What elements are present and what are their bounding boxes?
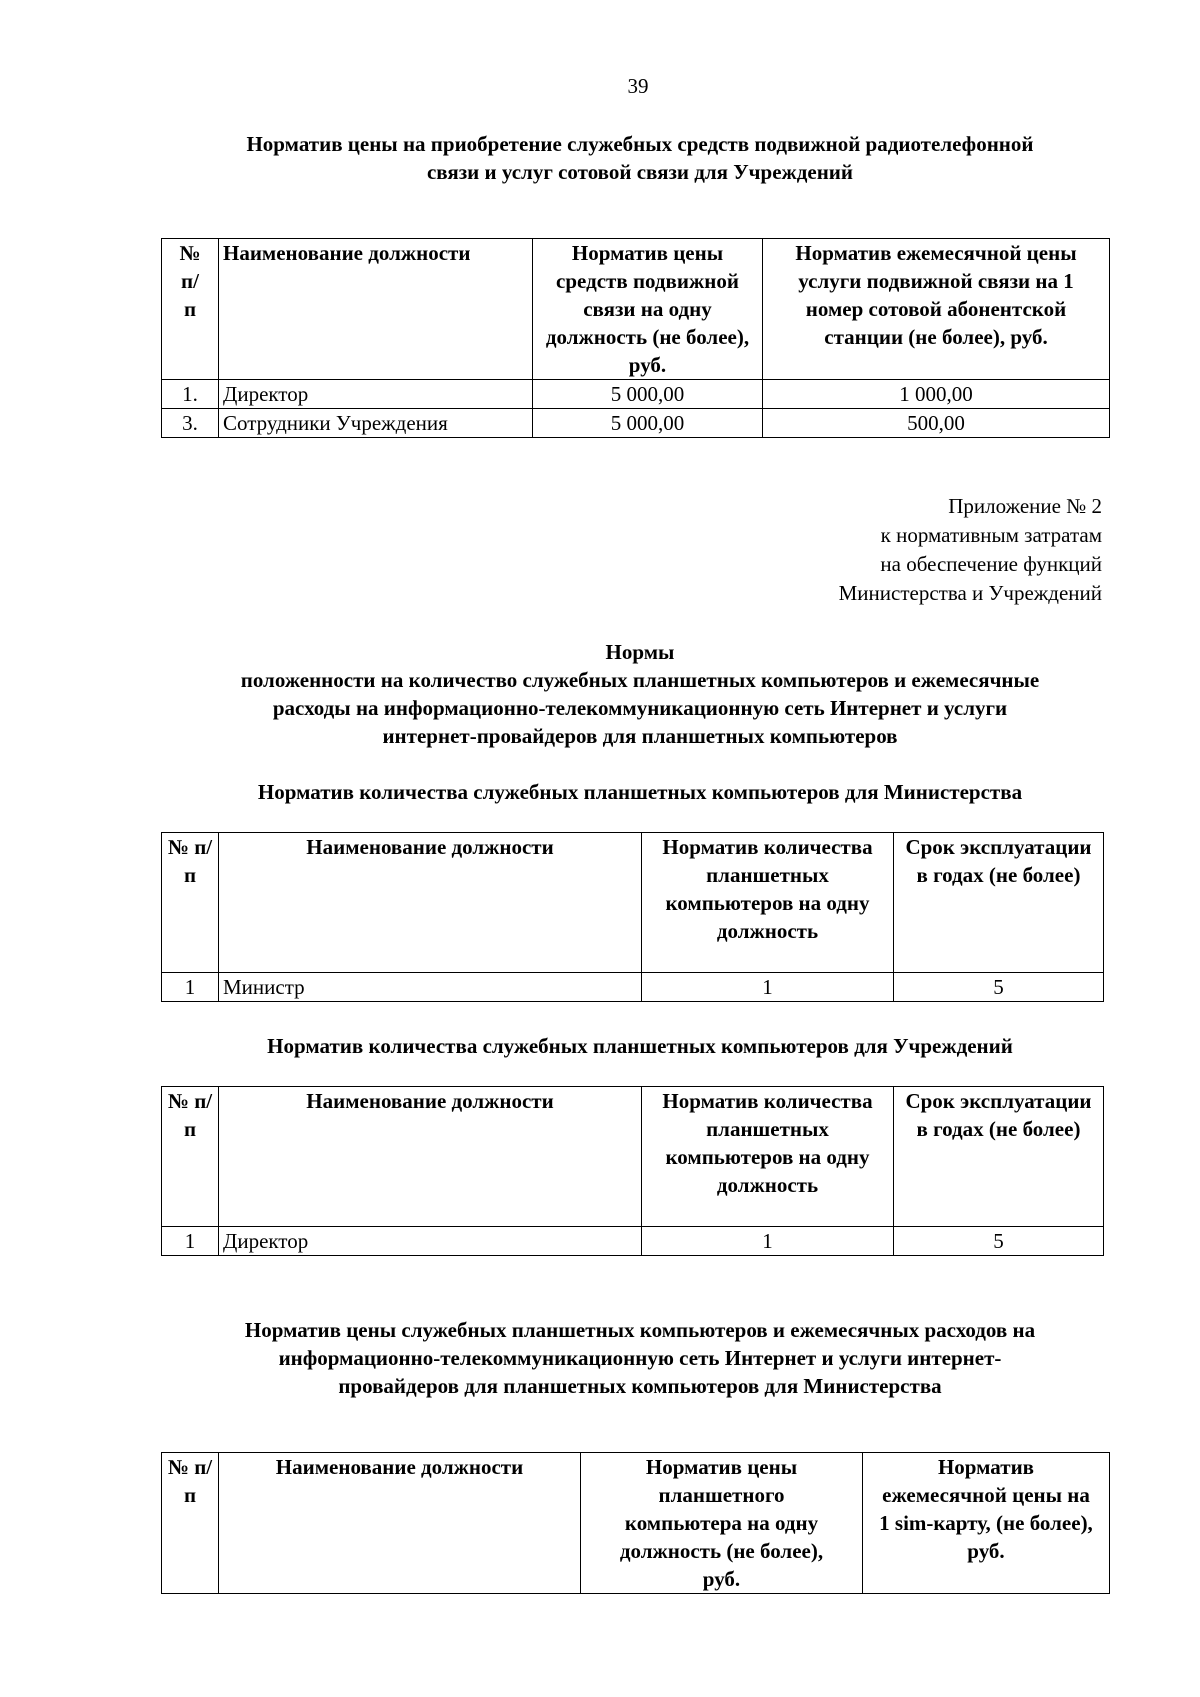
table-header-row [162,833,1104,973]
header-number: № п/п [162,1453,219,1594]
cell-quantity: 1 [642,973,894,1002]
cell-position: Директор [219,380,533,409]
ministry-tablet-quantity-table [161,832,1104,1002]
annex-line: Министерства и Учреждений [838,581,1102,605]
section1-title [160,130,1120,186]
cell-position: Директор [219,1227,642,1256]
table-row [162,1227,1104,1256]
norms-heading [160,638,1120,750]
cell-monthly-price: 1 000,00 [763,380,1110,409]
cell-quantity: 1 [642,1227,894,1256]
cell-number: 3. [162,409,219,438]
cell-number: 1 [162,973,219,1002]
section4-title [160,1316,1120,1400]
section3-title [160,1032,1120,1060]
header-monthly-price: Норматив ежемесячной цены услуги подвижной связи на 1 номер сотовой абонентской станции (не более), руб. [763,239,1110,380]
header-position: Наименование должности [219,239,533,380]
table-header-row [162,1087,1104,1227]
section3-title-text: Норматив количества служебных планшетных компьютеров для Учреждений [267,1034,1013,1058]
header-quantity: Норматив количества планшетных компьютеров на одну должность [642,1087,894,1227]
annex-line: Приложение № 2 [948,494,1102,518]
section4-title-line: информационно-телекоммуникационную сеть Интернет и услуги интернет- [278,1346,1002,1370]
page-number: 39 [627,74,649,98]
header-number: № п/ п [162,239,219,380]
section4-title-line: Норматив цены служебных планшетных компьютеров и ежемесячных расходов на [244,1318,1036,1342]
annex-line: к нормативным затратам [880,523,1102,547]
header-service-life: Срок эксплуатации в годах (не более) [894,833,1104,973]
cell-service-life: 5 [894,1227,1104,1256]
header-service-life: Срок эксплуатации в годах (не более) [894,1087,1104,1227]
ministry-tablet-price-table [161,1452,1110,1594]
cell-position: Министр [219,973,642,1002]
table-header-row [162,239,1110,380]
header-position: Наименование должности [219,833,642,973]
header-position: Наименование должности [219,1453,581,1594]
institution-tablet-quantity-table [161,1086,1104,1256]
cell-service-life: 5 [894,973,1104,1002]
table-row [162,380,1110,409]
header-sim-price: Норматив ежемесячной цены на 1 sim-карту, (не более), руб. [863,1453,1110,1594]
norms-subtitle-line: положенности на количество служебных планшетных компьютеров и ежемесячные [240,668,1040,692]
norms-subtitle-line: интернет-провайдеров для планшетных компьютеров [382,724,898,748]
header-quantity: Норматив количества планшетных компьютеров на одну должность [642,833,894,973]
cell-number: 1. [162,380,219,409]
header-number: № п/п [162,833,219,973]
norms-subtitle-line: расходы на информационно-телекоммуникационную сеть Интернет и услуги [272,696,1008,720]
header-device-price: Норматив цены средств подвижной связи на одну должность (не более), руб. [533,239,763,380]
annex-line: на обеспечение функций [880,552,1102,576]
header-number: № п/п [162,1087,219,1227]
table-row [162,973,1104,1002]
cell-device-price: 5 000,00 [533,380,763,409]
mobile-price-table [161,238,1110,438]
table-header-row [162,1453,1110,1594]
cell-device-price: 5 000,00 [533,409,763,438]
header-tablet-price: Норматив цены планшетного компьютера на одну должность (не более), руб. [581,1453,863,1594]
annex-block [682,492,1102,608]
norms-title: Нормы [605,640,675,664]
section2-title [160,778,1120,806]
table-row [162,409,1110,438]
cell-position: Сотрудники Учреждения [219,409,533,438]
cell-monthly-price: 500,00 [763,409,1110,438]
section4-title-line: провайдеров для планшетных компьютеров для Министерства [338,1374,942,1398]
section1-title-line: Норматив цены на приобретение служебных средств подвижной радиотелефонной [246,132,1034,156]
cell-number: 1 [162,1227,219,1256]
section1-title-line: связи и услуг сотовой связи для Учреждений [426,160,853,184]
section2-title-text: Норматив количества служебных планшетных компьютеров для Министерства [257,780,1023,804]
header-position: Наименование должности [219,1087,642,1227]
